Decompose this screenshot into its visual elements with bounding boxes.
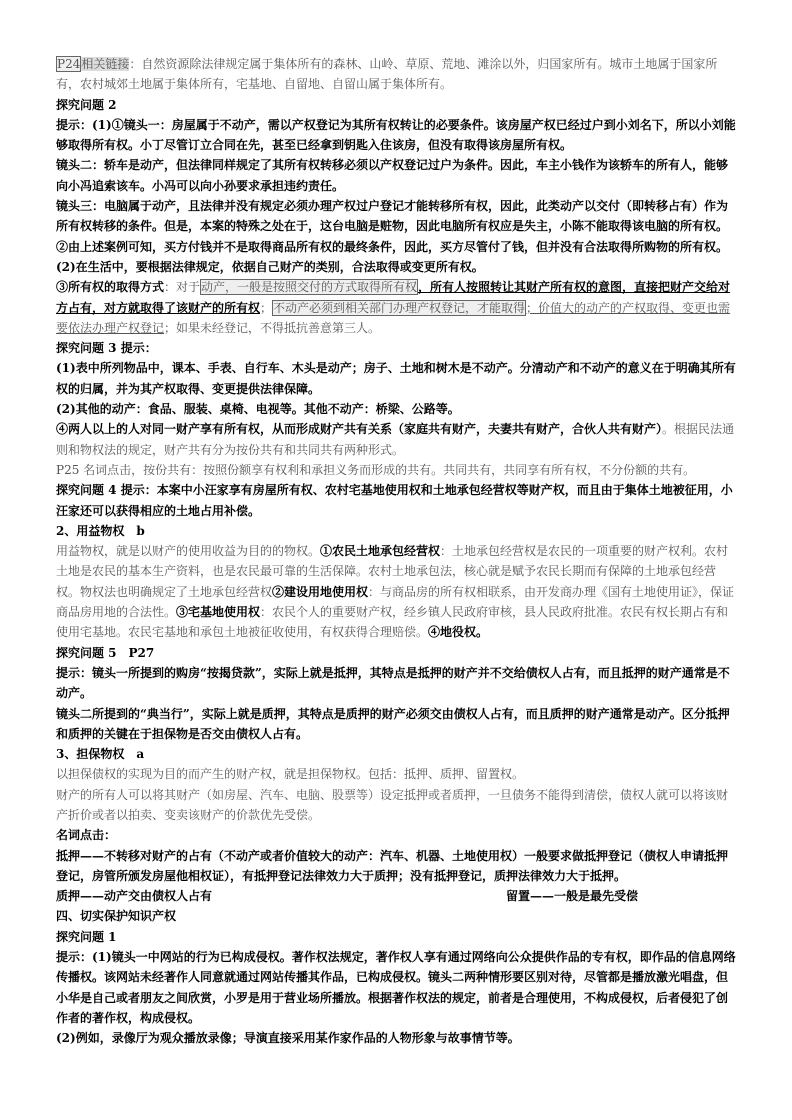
construction-land-right: ②建设用地使用权 [272,584,369,599]
co-ownership-paragraph [56,419,736,460]
pledge-hint: 镜头二所提到的“典当行”，实际上就是质押，其特点是质押的财产必须交由债权人占有，而且质押的财产通常是动产。区分抵押和质押的关键在于担保物是否交由债权人占有。 [56,706,730,741]
term-click-paragraph: P25 名词点击，按份共有：按照份额享有权利和承担义务而形成的共有。共同共有，共同享有所有权，不分份额的共有。 [56,462,696,477]
registration-underlined-text: ；价值大的动产的产权取得、变更也需要依法办理产权登记 [56,300,731,335]
section-four-hint: 探究问题 4 提示：本案中小汪家享有房屋所有权、农村宅基地使用权和土地承包经营权等财产权，而且由于集体土地被征用，小汪家还可以获得相应的土地占用补偿。 [56,483,733,518]
delivery-underlined-text: ，所有人按照转让其财产所有权的意图，直接把财产交给对方占有，对方就取得了该财产的所有权 [56,280,731,315]
p24-related-link [56,54,736,95]
usufruct-text-a: 用益物权，就是以财产的使用收益为目的的物权。 [56,544,321,559]
land-contract-right: ①农民土地承包经营权 [320,544,441,559]
usufruct-paragraph [56,541,736,642]
movable-immovable-paragraph: (1)表中所列物品中，课本、手表、自行车、木头是动产；房子、土地和树木是不动产。分清动产和不动产的意义在于明确其所有权的归属，并为其产权取得、变更提供法律保障。 [56,361,736,396]
section-title: 探究问题 1 [56,929,117,944]
section-title: 探究问题 2 [56,97,117,112]
guarantee-paragraph-1: 以担保债权的实现为目的而产生的财产权，就是担保物权。包括：抵押、质押、留置权。 [56,767,525,782]
hint-shot-three: 镜头三：电脑属于动产，且法律并没有规定必须办理产权过户登记才能转移所有权，因此，此类动产以交付（即转移占有）作为所有权转移的条件。但是，本案的特殊之处在于，这台电脑是赃物，因此电脑所有权应是失主，小陈不能取得该电脑的所有权。 [56,199,729,234]
acquisition-paragraph [56,277,736,338]
hint-shot-one: 提示：(1)①镜头一：房屋属于不动产，需以产权登记为其所有权转让的必要条件。该房屋产权已经过户到小刘名下，所以小刘能够取得所有权。小丁尽管订立合同在先，甚至已经拿到钥匙入住该房，但没有取得该房屋所有权。 [56,117,736,153]
immovable-boxed-text: 不动产必须到相关部门办理产权登记，才能取得 [273,300,526,315]
document-page [56,54,736,1049]
mortgage-hint: 提示：镜头一所提到的购房“按揭贷款”，实际上就是抵押，其特点是抵押的财产并不交给债权人占有，而且抵押的财产通常是不动产。 [56,665,730,701]
mortgage-term: 抵押——不转移对财产的占有（不动产或者价值较大的动产：汽车、机器、土地使用权）一般要求做抵押登记（债权人申请抵押登记，房管所颁发房屋他相权证），有抵押登记法律效力大于质押；没有抵押登记，质押法律效力大于抵押。 [56,848,729,883]
guarantee-title: 3、担保物权 a [56,747,145,762]
conclusion-paragraph: ②由上述案例可知，买方付钱并不是取得商品所有权的最终条件，因此，买方尽管付了钱，但并没有合法取得所购物的所有权。 [56,239,729,254]
related-link-label: 相关链接 [81,57,130,71]
ip-section-heading: 四、切实保护知识产权 [56,909,177,924]
homestead-right: ③宅基地使用权 [176,605,261,620]
hint-shot-two: 镜头二：轿车是动产，但法律同样规定了其所有权转移必须以产权登记过户为条件。因此，车主小钱作为该轿车的所有人，能够向小冯追索该车。小冯可以向小孙要求承担违约责任。 [56,158,729,193]
co-ownership-text: 。根据民法通则和物权法的规定，财产共有分为按份共有和共同共有两种形式。 [56,422,735,457]
easement-right: ④地役权。 [428,625,489,640]
acquisition-heading: ③所有权的取得方式 [56,280,165,295]
acquisition-text-b: ； [260,300,273,315]
section-title: 探究问题 5 P27 [56,645,155,660]
pledge-lien-row [56,886,736,906]
usufruct-text-d: ：农民个人的重要财产权，经乡镇人民政府审核，县人民政府批准。农民有权长期占有和使用宅基地。农民宅基地和承包土地被征收使用，有权获得合理赔偿。 [56,605,729,640]
ip-hint-paragraph: 提示：(1)镜头一中网站的行为已构成侵权。著作权法规定，著作权人享有通过网络向公众提供作品的专有权，即作品的信息网络传播权。该网站未经著作人同意就通过网站传播其作品，已构成侵权。镜头二两种情形要区别对待，尽管都是播放激光唱盘，但小华是自己或者朋友之间欣赏，小罗是用于营业场所播放。根据著作权法的规定，前者是合理使用，不构成侵权，后者侵犯了创作者的著作权，构成侵权。 [56,950,736,1025]
acquisition-text-a: ：对于 [164,280,201,295]
co-ownership-bold: ④两人以上的人对同一财产享有所有权，从而形成财产共有关系（家庭共有财产，夫妻共有财产，合伙人共有财产） [56,422,663,437]
other-property-paragraph: (2)其他的动产：食品、服装、桌椅、电视等。其他不动产：桥梁、公路等。 [56,402,460,417]
natural-resources-text: ：自然资源除法律规定属于集体所有的森林、山岭、草原、荒地、滩涂以外，归国家所有。城市土地属于国家所有，农村城郊土地属于集体所有，宅基地、自留地、自留山属于集体所有。 [56,57,718,92]
acquisition-text-c: ；如果未经登记，不得抵抗善意第三人。 [164,320,381,335]
usufruct-text-b: ：土地承包经营权是农民的一项重要的财产权利。农村土地是农民的基本生产资料，也是农民最可靠的生活保障。农村土地承包法，核心就是赋予农民长期而有保障的土地承包经营权。物权法也明确规定了土地承包经营权 [56,544,729,599]
page-tag: P24 [57,57,81,71]
term-title: 名词点击： [56,828,117,843]
usufruct-title: 2、用益物权 b [56,523,145,538]
life-paragraph: (2)在生活中，要根据法律规定，依据自己财产的类别，合法取得或变更所有权。 [56,259,484,274]
movable-boxed-text: 动产，一般是按照交付的方式取得所有权 [201,280,418,295]
ip-example-paragraph: (2)例如，录像厅为观众播放录像；导演直接采用某作家作品的人物形象与故事情节等。 [56,1031,520,1046]
usufruct-text-c: ：与商品房的所有权相联系，由开发商办理《国有土地使用证》，保证商品房用地的合法性。 [56,584,735,620]
section-title: 探究问题 3 提示： [56,341,157,356]
guarantee-paragraph-2: 财产的所有人可以将其财产（如房屋、汽车、电脑、股票等）设定抵押或者质押，一旦债务不能得到清偿，债权人就可以将该财产折价或者以拍卖、变卖该财产的价款优先受偿。 [56,787,729,822]
lien-term: 留置——一般是最先受偿 [505,889,638,904]
pledge-term: 质押——动产交由债权人占有 [56,889,213,904]
